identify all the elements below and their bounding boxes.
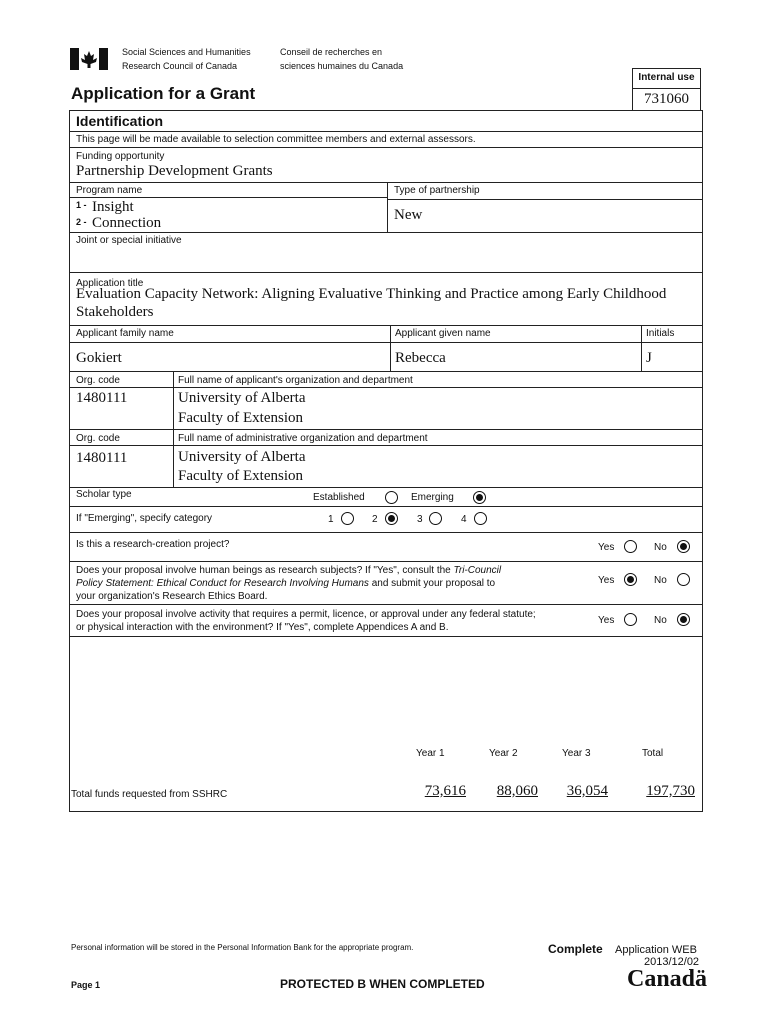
internal-use-box — [632, 68, 701, 111]
family-name-value[interactable]: Gokiert — [76, 350, 122, 366]
year2-header: Year 2 — [489, 748, 518, 759]
q2-text-line2 — [76, 578, 495, 589]
org1-name-label: Full name of applicant's organization and department — [178, 375, 413, 386]
joint-initiative-label: Joint or special initiative — [76, 235, 182, 246]
program-item1[interactable]: Insight — [92, 199, 134, 215]
application-type: Application WEB — [615, 944, 697, 956]
agency-name-en-2: Research Council of Canada — [122, 61, 238, 71]
agency-name-fr-1: Conseil de recherches en — [280, 47, 383, 57]
program-item1-number: 1 - — [76, 200, 87, 210]
org2-name-line1[interactable]: University of Alberta — [178, 449, 306, 465]
q2-yes-radio[interactable] — [624, 573, 637, 586]
scholar-emerging-radio[interactable] — [473, 491, 486, 504]
partnership-value[interactable]: New — [394, 207, 423, 223]
canada-wordmark: Canadä — [627, 966, 708, 992]
q2-text-line3: your organization's Research Ethics Board. — [76, 591, 268, 602]
org2-code-value[interactable]: 1480111 — [76, 450, 128, 466]
total-amount[interactable]: 197,730 — [646, 783, 695, 799]
category-4-radio[interactable] — [474, 512, 487, 525]
app-title-line2[interactable]: Stakeholders — [76, 304, 154, 320]
section-title: Identification — [76, 113, 164, 129]
org1-name-line2[interactable]: Faculty of Extension — [178, 410, 303, 426]
program-item2-number: 2 - — [76, 217, 87, 227]
org2-name-label: Full name of administrative organization and department — [178, 433, 428, 444]
section-notice: This page will be made available to selection committee members and external assessors. — [76, 134, 476, 145]
q3-text-line2: or physical interaction with the environment? If "Yes", complete Appendices A and B. — [76, 622, 449, 633]
q1-yes-label: Yes — [598, 542, 615, 553]
family-name-label: Applicant family name — [76, 328, 174, 339]
org1-code-value[interactable]: 1480111 — [76, 390, 128, 406]
q3-no-radio[interactable] — [677, 613, 690, 626]
q2-text-line1 — [76, 565, 501, 576]
partnership-label: Type of partnership — [394, 185, 480, 196]
agency-name-en-1: Social Sciences and Humanities — [122, 47, 251, 57]
q2-text-b: Tri-Council — [453, 565, 502, 576]
application-date: 2013/12/02 — [644, 956, 700, 968]
year3-header: Year 3 — [562, 748, 591, 759]
year1-header: Year 1 — [416, 748, 445, 759]
q2-no-radio[interactable] — [677, 573, 690, 586]
status-complete: Complete — [548, 942, 603, 956]
scholar-type-label: Scholar type — [76, 489, 132, 500]
org2-name-line2[interactable]: Faculty of Extension — [178, 468, 303, 484]
category-2-radio[interactable] — [385, 512, 398, 525]
total-header: Total — [642, 748, 664, 759]
form-frame — [69, 110, 703, 812]
funding-label: Funding opportunity — [76, 151, 165, 162]
q3-yes-radio[interactable] — [624, 613, 637, 626]
q3-no-label: No — [654, 615, 667, 626]
q2-yes-label: Yes — [598, 575, 615, 586]
org1-name-line1[interactable]: University of Alberta — [178, 390, 306, 406]
internal-use-label: Internal use — [638, 72, 695, 83]
protected-notice: PROTECTED B WHEN COMPLETED — [280, 977, 485, 991]
total-funds-label: Total funds requested from SSHRC — [71, 789, 228, 800]
privacy-notice: Personal information will be stored in the Personal Information Bank for the appropriate program. — [71, 943, 414, 952]
q2-text-a: Does your proposal involve human beings as research subjects? If "Yes", consult the — [76, 565, 454, 576]
scholar-established-label: Established — [313, 492, 365, 503]
initials-label: Initials — [646, 328, 675, 339]
q3-text-line1: Does your proposal involve activity that requires a permit, licence, or approval under any federal statute; — [76, 609, 536, 620]
year1-amount[interactable]: 73,616 — [424, 783, 466, 799]
category-1-label: 1 — [328, 514, 334, 525]
canada-flag-logo — [70, 48, 108, 70]
form-title: Application for a Grant — [71, 84, 256, 103]
org1-code-label: Org. code — [76, 375, 120, 386]
given-name-label: Applicant given name — [395, 328, 491, 339]
program-label: Program name — [76, 185, 143, 196]
app-title-line1[interactable]: Evaluation Capacity Network: Aligning Evaluative Thinking and Practice among Early Childhood — [76, 286, 667, 302]
q1-text: Is this a research-creation project? — [76, 539, 230, 550]
year3-amount[interactable]: 36,054 — [566, 783, 608, 799]
program-item2[interactable]: Connection — [92, 215, 162, 231]
q1-no-label: No — [654, 542, 667, 553]
q2-text-c: Policy Statement: Ethical Conduct for Research Involving Humans — [76, 578, 369, 589]
org2-code-label: Org. code — [76, 433, 120, 444]
internal-use-value: 731060 — [644, 91, 689, 107]
category-4-label: 4 — [461, 514, 467, 525]
category-1-radio[interactable] — [341, 512, 354, 525]
q2-no-label: No — [654, 575, 667, 586]
scholar-emerging-label: Emerging — [411, 492, 454, 503]
category-2-label: 2 — [372, 514, 378, 525]
category-3-radio[interactable] — [429, 512, 442, 525]
initials-value[interactable]: J — [646, 350, 652, 366]
scholar-established-radio[interactable] — [385, 491, 398, 504]
q1-yes-radio[interactable] — [624, 540, 637, 553]
q2-text-d: and submit your proposal to — [368, 578, 496, 589]
funding-value[interactable]: Partnership Development Grants — [76, 163, 273, 179]
q1-no-radio[interactable] — [677, 540, 690, 553]
q3-yes-label: Yes — [598, 615, 615, 626]
emerging-category-label: If "Emerging", specify category — [76, 513, 213, 524]
app-title-label: Application title — [76, 278, 144, 289]
agency-name-fr-2: sciences humaines du Canada — [280, 61, 404, 71]
page-number: Page 1 — [71, 980, 101, 990]
year2-amount[interactable]: 88,060 — [496, 783, 538, 799]
category-3-label: 3 — [417, 514, 423, 525]
given-name-value[interactable]: Rebecca — [395, 350, 446, 366]
